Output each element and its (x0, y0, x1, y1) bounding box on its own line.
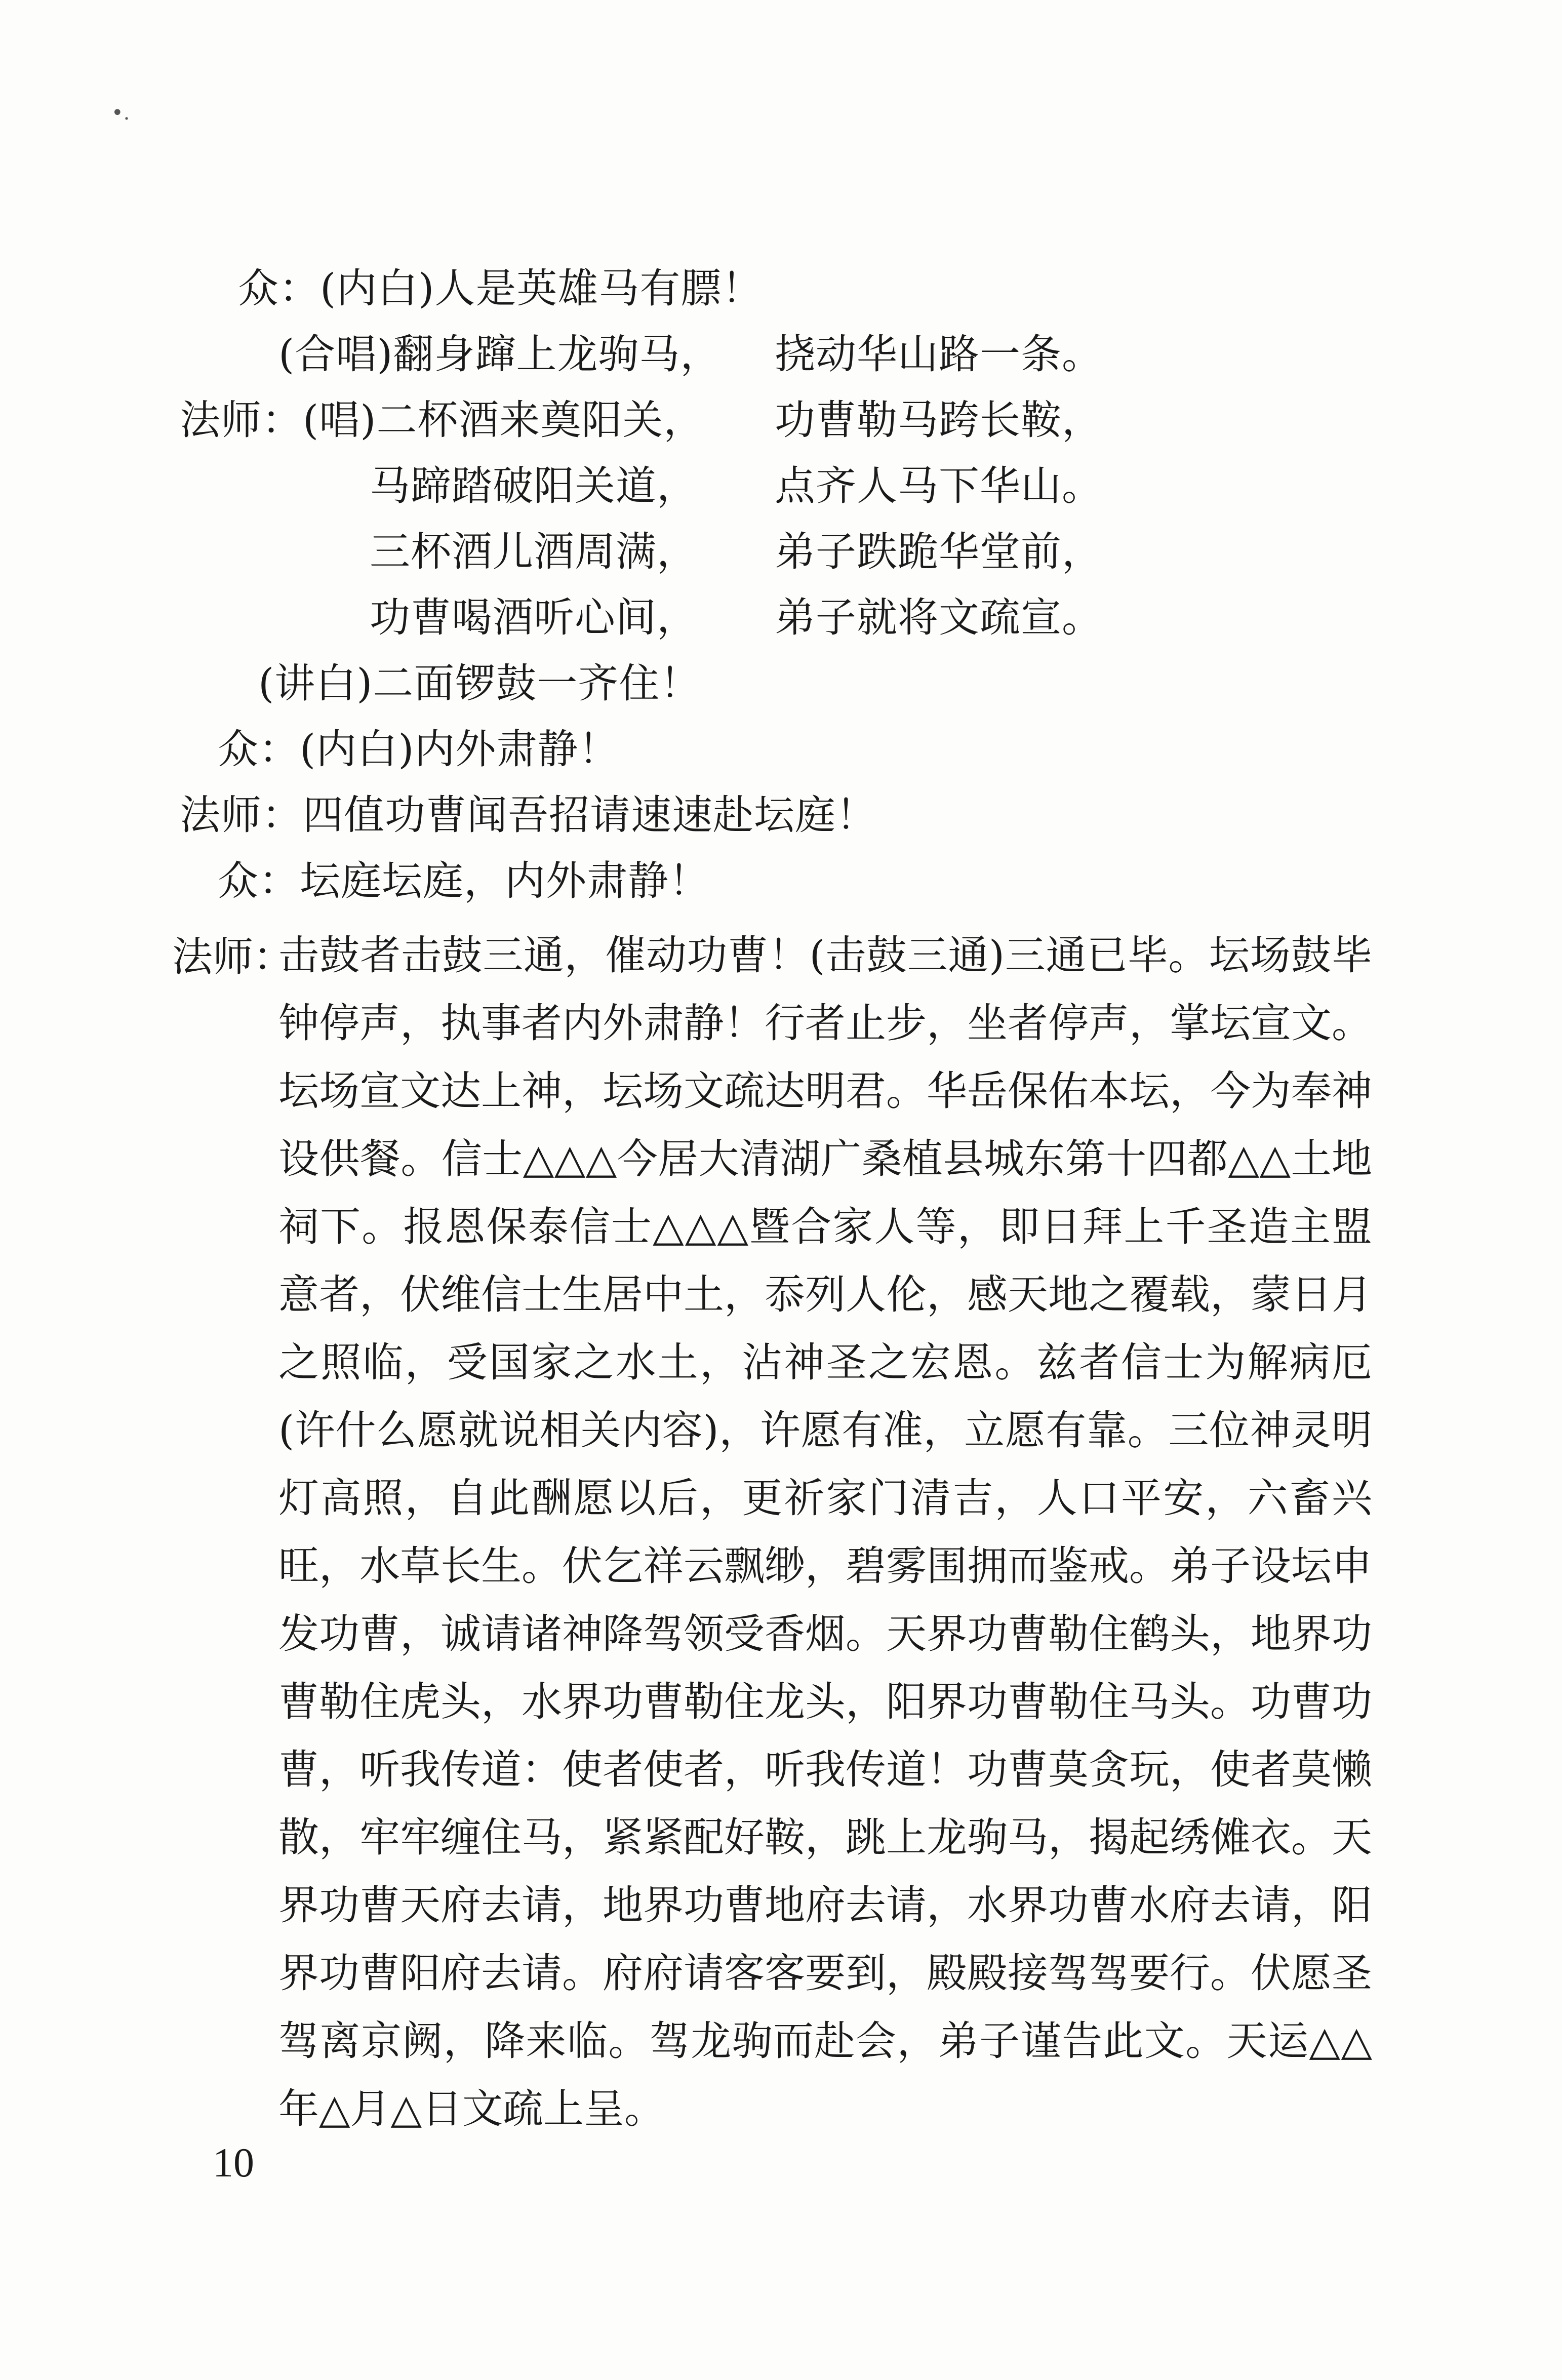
line-text: (内白)内外肃静！ (300, 726, 620, 773)
line-text: (讲白)二面锣鼓一齐住！ (258, 660, 701, 707)
line-text-b: 功曹勒马跨长鞍， (775, 396, 1103, 444)
verse-line-4 (370, 462, 698, 509)
verse-line-7 (258, 660, 701, 707)
line-text-a: (合唱)翻身蹿上龙驹马， (278, 331, 722, 378)
proclamation-speaker: 法师： (172, 933, 294, 980)
line-text-b: 点齐人马下华山。 (775, 462, 1103, 509)
verse-line-3-second-half (775, 396, 1103, 444)
proclamation-paragraph: 击鼓者击鼓三通，催动功曹！(击鼓三通)三通已毕。坛场鼓毕钟停声，执事者内外肃静！行者止步，坐者停声，掌坛宣文。坛场宣文达上神，坛场文疏达明君。华岳保佑本坛，今为奉神设供餐。信士△△△今居大清湖广桑植县城东第十四都△△土地祠下。报恩保泰信士△△△暨合家人等，即日拜上千圣造主盟意者，伏维信士生居中土，忝列人伦，感天地之覆载，蒙日月之照临，受国家之水土，沾神圣之宏恩。兹者信士为解病厄(许什么愿就说相关内容)，许愿有准，立愿有靠。三位神灵明灯高照，自此酬愿以后，更祈家门清吉，人口平安，六畜兴旺，水草长生。伏乞祥云飘缈，碧雾围拥而鉴戒。弟子设坛申发功曹，诚请诸神降驾领受香烟。天界功曹勒住鹤头，地界功曹勒住虎头，水界功曹勒住龙头，阳界功曹勒住马头。功曹功曹，听我传道：使者使者，听我传道！功曹莫贪玩，使者莫懒散，牢牢缠住马，紧紧配好鞍，跳上龙驹马，揭起绣傩衣。天界功曹天府去请，地界功曹地府去请，水界功曹水府去请，阳界功曹阳府去请。府府请客客要到，殿殿接驾驾要行。伏愿圣驾离京阙，降来临。驾龙驹而赴会，弟子谨告此文。天运△△年△月△日文疏上呈。 (278, 932, 1372, 2132)
page-number: 10 (213, 2139, 254, 2186)
speaker-label: 法师： (180, 396, 303, 444)
line-text-b: 弟子就将文疏宣。 (775, 594, 1103, 641)
verse-line-9 (180, 791, 877, 839)
verse-line-8 (218, 726, 620, 773)
verse-line-6 (370, 594, 698, 641)
line-text-b: 挠动华山路一条。 (775, 331, 1103, 378)
scan-speck: •. (111, 101, 130, 125)
verse-line-5 (370, 528, 698, 575)
verse-line-3 (180, 396, 705, 444)
line-text-a: 三杯酒儿酒周满， (370, 528, 698, 575)
line-text-a: 功曹喝酒听心间， (370, 594, 698, 641)
line-text: (内白)人是英雄马有膘！ (320, 265, 763, 312)
line-text-a: (唱)二杯酒来奠阳关， (303, 396, 705, 444)
verse-line-2 (278, 331, 722, 378)
line-text: 四值功曹闻吾招请速速赴坛庭！ (303, 791, 877, 839)
speaker-label: 众： (218, 857, 300, 904)
verse-line-4-second-half (775, 462, 1103, 509)
verse-line-10 (218, 857, 710, 904)
verse-line-2-second-half (775, 331, 1103, 378)
verse-line-6-second-half (775, 594, 1103, 641)
line-text-b: 弟子跌跪华堂前， (775, 528, 1103, 575)
line-text-a: 马蹄踏破阳关道， (370, 462, 698, 509)
speaker-label: 法师： (180, 791, 303, 839)
verse-line-1 (238, 265, 763, 312)
speaker-label: 众： (218, 726, 300, 773)
speaker-label: 众： (238, 265, 320, 312)
verse-line-5-second-half (775, 528, 1103, 575)
line-text: 坛庭坛庭，内外肃静！ (300, 857, 710, 904)
